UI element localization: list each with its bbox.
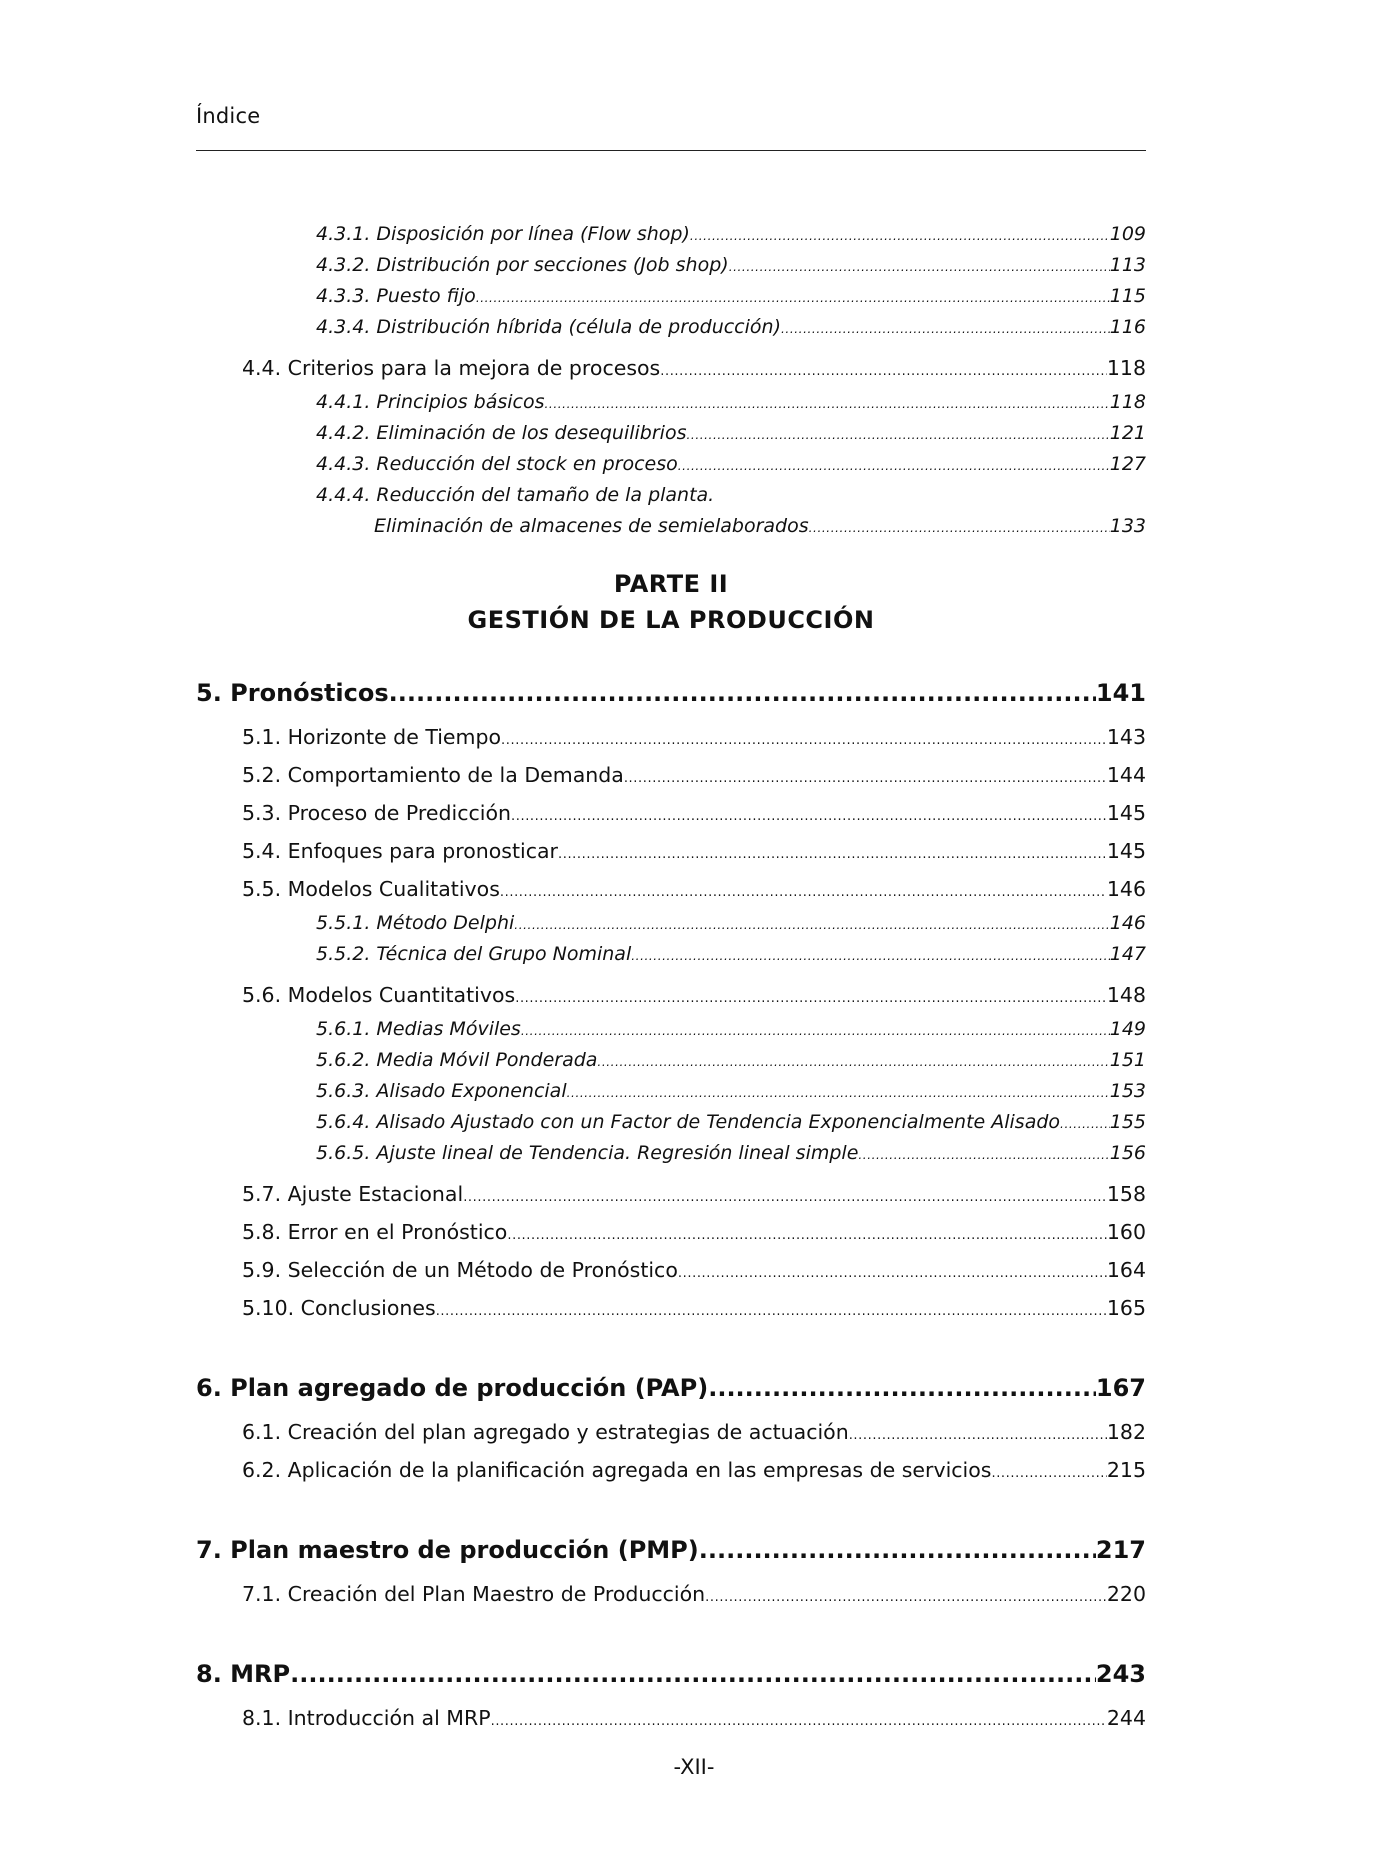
toc-entry-page: 143 <box>1106 725 1146 749</box>
dot-leader <box>567 1076 1110 1107</box>
dot-leader <box>507 1213 1107 1251</box>
dot-leader <box>290 1653 1096 1695</box>
dot-leader <box>729 250 1110 281</box>
dot-leader <box>690 219 1110 250</box>
toc-subsection-entry[interactable] <box>196 1014 1146 1045</box>
toc-entry-title-line: 4.4.4. Reducción del tamaño de la planta. <box>316 484 715 506</box>
toc-subsection-entry[interactable] <box>196 312 1146 343</box>
toc-entry-page: 118 <box>1106 356 1146 380</box>
dot-leader <box>686 418 1109 449</box>
toc-entry-page: 146 <box>1109 912 1146 934</box>
header-rule <box>196 150 1146 151</box>
toc-entry-title: 4.3.3. Puesto fijo <box>316 285 476 307</box>
toc-entry-page: 146 <box>1106 877 1146 901</box>
toc-subsection-entry[interactable] <box>196 449 1146 480</box>
toc-entry-title: 5.6.1. Medias Móviles <box>316 1018 521 1040</box>
part-heading <box>196 566 1146 638</box>
dot-leader <box>558 832 1107 870</box>
toc-entry-title: 7.1. Creación del Plan Maestro de Producción <box>242 1582 706 1606</box>
toc-entry-page: 116 <box>1109 316 1146 338</box>
dot-leader <box>708 1367 1096 1409</box>
toc-entry-title: 5.5. Modelos Cualitativos <box>242 877 500 901</box>
toc-entry-title: 4.4.2. Eliminación de los desequilibrios <box>316 422 687 444</box>
toc-entry-title: 4.3.2. Distribución por secciones (Job shop) <box>316 254 729 276</box>
toc-subsection-entry[interactable] <box>196 1045 1146 1076</box>
dot-leader <box>389 672 1096 714</box>
toc-entry-page: 158 <box>1106 1182 1146 1206</box>
toc-entry-page: 149 <box>1109 1018 1146 1040</box>
toc-subsection-entry[interactable] <box>196 1076 1146 1107</box>
toc-entry-page: 141 <box>1095 679 1146 707</box>
toc-chapter-entry[interactable] <box>196 1529 1146 1571</box>
table-of-contents <box>196 219 1146 1737</box>
toc-entry-title: 8. MRP <box>196 1660 291 1688</box>
toc-chapter-entry[interactable] <box>196 672 1146 714</box>
toc-section-entry[interactable] <box>196 349 1146 387</box>
toc-entry-title: 5. Pronósticos <box>196 679 389 707</box>
dot-leader <box>699 1529 1096 1571</box>
toc-entry-page: 109 <box>1109 223 1146 245</box>
toc-entry-page: 164 <box>1106 1258 1146 1282</box>
toc-entry-title: 4.4.3. Reducción del stock en proceso <box>316 453 678 475</box>
dot-leader <box>501 718 1107 756</box>
toc-subsection-entry[interactable] <box>196 387 1146 418</box>
toc-entry-title: 5.6.3. Alisado Exponencial <box>316 1080 567 1102</box>
toc-entry-title: 5.5.2. Técnica del Grupo Nominal <box>316 943 632 965</box>
toc-chapter-entry[interactable] <box>196 1653 1146 1695</box>
dot-leader <box>515 976 1107 1014</box>
toc-section-entry[interactable] <box>196 976 1146 1014</box>
toc-entry-title: 7. Plan maestro de producción (PMP) <box>196 1536 699 1564</box>
dot-leader <box>511 794 1107 832</box>
toc-section-entry[interactable] <box>196 1289 1146 1327</box>
toc-entry-title: 6. Plan agregado de producción (PAP) <box>196 1374 709 1402</box>
toc-entries-part-two <box>196 672 1146 1737</box>
toc-section-entry[interactable] <box>196 832 1146 870</box>
dot-leader <box>809 511 1110 542</box>
toc-entry-page: 182 <box>1106 1420 1146 1444</box>
toc-entry-title: 5.1. Horizonte de Tiempo <box>242 725 502 749</box>
toc-entry-page: 145 <box>1106 839 1146 863</box>
toc-entry-page: 165 <box>1106 1296 1146 1320</box>
running-head: Índice <box>196 104 261 128</box>
toc-entry-title: 5.3. Proceso de Predicción <box>242 801 511 825</box>
toc-entry-page: 145 <box>1106 801 1146 825</box>
toc-entry-title: 4.3.1. Disposición por línea (Flow shop) <box>316 223 690 245</box>
toc-entry-page: 160 <box>1106 1220 1146 1244</box>
dot-leader <box>514 908 1109 939</box>
toc-entry-title: 8.1. Introducción al MRP <box>242 1706 491 1730</box>
toc-section-entry[interactable] <box>196 756 1146 794</box>
toc-subsection-entry[interactable] <box>196 939 1146 970</box>
dot-leader <box>521 1014 1110 1045</box>
toc-section-entry[interactable] <box>196 1413 1146 1451</box>
toc-entry-title: 5.7. Ajuste Estacional <box>242 1182 464 1206</box>
toc-entry-page: 127 <box>1109 453 1146 475</box>
dot-leader <box>491 1699 1107 1737</box>
toc-entry-page: 153 <box>1109 1080 1146 1102</box>
toc-section-entry[interactable] <box>196 1213 1146 1251</box>
dot-leader <box>624 756 1107 794</box>
toc-entry-title: 5.10. Conclusiones <box>242 1296 436 1320</box>
toc-subsection-entry[interactable] <box>196 908 1146 939</box>
toc-subsection-entry[interactable] <box>196 511 1146 542</box>
toc-subsection-entry[interactable] <box>196 418 1146 449</box>
toc-subsection-entry[interactable] <box>196 1138 1146 1169</box>
dot-leader <box>660 349 1107 387</box>
toc-entry-page: 118 <box>1109 391 1146 413</box>
toc-section-entry[interactable] <box>196 1251 1146 1289</box>
toc-entry-page: 217 <box>1095 1536 1146 1564</box>
toc-subsection-entry[interactable] <box>196 281 1146 312</box>
toc-entry-title: 5.6.2. Media Móvil Ponderada <box>316 1049 598 1071</box>
dot-leader <box>849 1413 1107 1451</box>
toc-section-entry[interactable] <box>196 870 1146 908</box>
dot-leader <box>631 939 1110 970</box>
dot-leader <box>858 1138 1109 1169</box>
dot-leader <box>781 312 1110 343</box>
dot-leader <box>1060 1107 1110 1138</box>
dot-leader <box>678 1251 1107 1289</box>
toc-entry-title: 5.5.1. Método Delphi <box>316 912 515 934</box>
dot-leader <box>500 870 1107 908</box>
toc-entry-title: 4.4.1. Principios básicos <box>316 391 545 413</box>
toc-entry-page: 215 <box>1106 1458 1146 1482</box>
toc-entry-title: 5.6. Modelos Cuantitativos <box>242 983 516 1007</box>
toc-section-entry[interactable] <box>196 1451 1146 1489</box>
toc-entry-title: 5.2. Comportamiento de la Demanda <box>242 763 624 787</box>
toc-entry-page: 148 <box>1106 983 1146 1007</box>
toc-entry-page: 151 <box>1109 1049 1146 1071</box>
toc-entry-page: 243 <box>1095 1660 1146 1688</box>
toc-subsection-entry[interactable] <box>196 250 1146 281</box>
toc-section-entry[interactable] <box>196 1575 1146 1613</box>
toc-section-entry[interactable] <box>196 1175 1146 1213</box>
toc-entries-part-one <box>196 219 1146 542</box>
toc-entry-title: 5.6.5. Ajuste lineal de Tendencia. Regresión lineal simple <box>316 1142 859 1164</box>
toc-entry-page: 220 <box>1106 1582 1146 1606</box>
toc-entry-title: Eliminación de almacenes de semielaborados <box>374 515 809 537</box>
toc-entry-title: 6.1. Creación del plan agregado y estrategias de actuación <box>242 1420 849 1444</box>
toc-entry-page: 121 <box>1109 422 1146 444</box>
toc-entry-page: 147 <box>1109 943 1146 965</box>
spacer <box>196 1327 1146 1367</box>
spacer <box>196 1489 1146 1529</box>
dot-leader <box>545 387 1110 418</box>
toc-entry-page: 156 <box>1109 1142 1146 1164</box>
toc-entry-title: 4.3.4. Distribución híbrida (célula de producción) <box>316 316 781 338</box>
page-number: -XII- <box>673 1755 715 1779</box>
toc-entry-title: 5.9. Selección de un Método de Pronóstico <box>242 1258 678 1282</box>
toc-entry-page: 167 <box>1095 1374 1146 1402</box>
toc-entry-title: 5.6.4. Alisado Ajustado con un Factor de Tendencia Exponencialmente Alisado <box>316 1111 1061 1133</box>
toc-entry-page: 113 <box>1109 254 1146 276</box>
part-label: PARTE II <box>613 570 729 598</box>
toc-entry-title: 5.8. Error en el Pronóstico <box>242 1220 508 1244</box>
toc-section-entry[interactable] <box>196 718 1146 756</box>
toc-entry-title: 4.4. Criterios para la mejora de procesos <box>242 356 661 380</box>
toc-entry-page: 155 <box>1109 1111 1146 1133</box>
toc-section-entry[interactable] <box>196 1699 1146 1737</box>
dot-leader <box>705 1575 1107 1613</box>
toc-chapter-entry[interactable] <box>196 1367 1146 1409</box>
dot-leader <box>991 1451 1106 1489</box>
toc-subsection-entry[interactable] <box>196 1107 1146 1138</box>
dot-leader <box>597 1045 1109 1076</box>
toc-entry-page: 144 <box>1106 763 1146 787</box>
toc-section-entry[interactable] <box>196 794 1146 832</box>
dot-leader <box>463 1175 1107 1213</box>
part-title: GESTIÓN DE LA PRODUCCIÓN <box>467 606 875 634</box>
dot-leader <box>476 281 1110 312</box>
toc-entry-page: 133 <box>1109 515 1146 537</box>
toc-entry-page: 115 <box>1109 285 1146 307</box>
spacer <box>196 1613 1146 1653</box>
dot-leader <box>678 449 1110 480</box>
toc-entry-title: 5.4. Enfoques para pronosticar <box>242 839 558 863</box>
toc-entry-page: 244 <box>1106 1706 1146 1730</box>
toc-entry-title: 6.2. Aplicación de la planificación agregada en las empresas de servicios <box>242 1458 992 1482</box>
dot-leader <box>436 1289 1107 1327</box>
toc-subsection-entry[interactable] <box>196 219 1146 250</box>
